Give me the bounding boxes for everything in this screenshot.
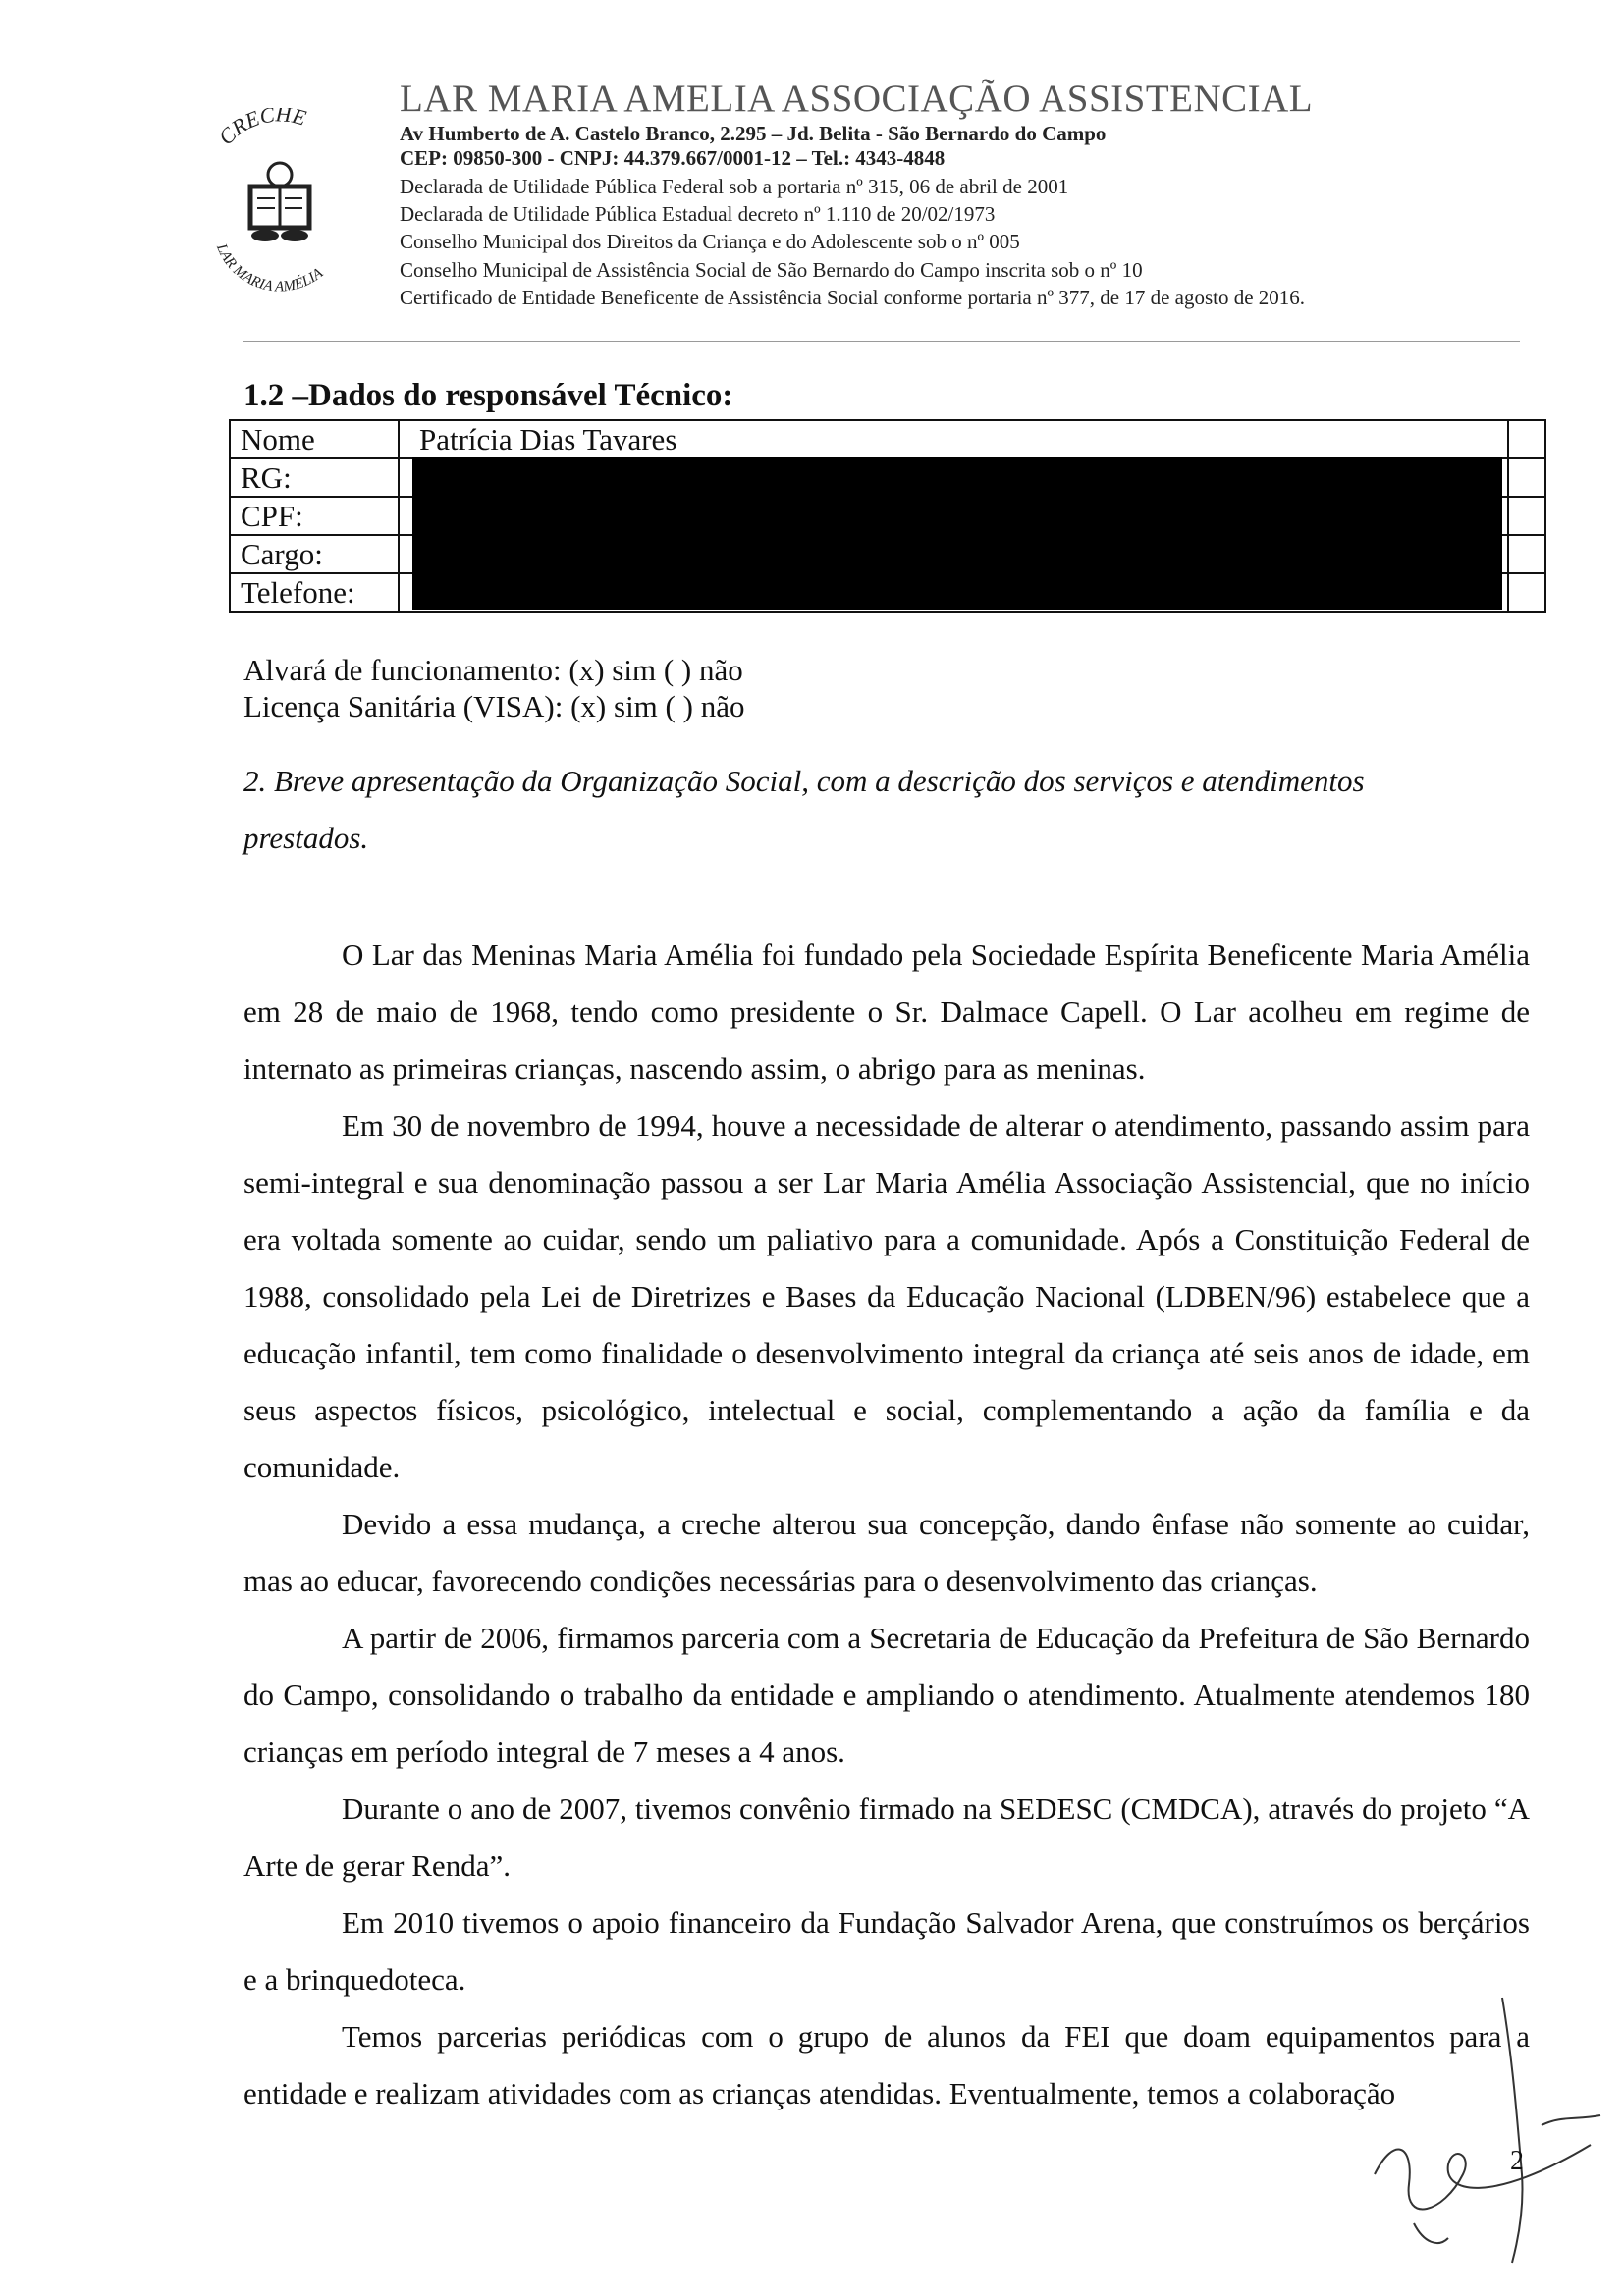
row-end-cell <box>1508 535 1545 573</box>
letterhead-line: Declarada de Utilidade Pública Estadual decreto nº 1.110 de 20/02/1973 <box>400 202 996 226</box>
paragraph: Em 30 de novembro de 1994, houve a necessidade de alterar o atendimento, passando assim para semi-integral e sua denominação passou a ser Lar Maria Amélia Associação Assistencial, que no início era voltada somente ao cuidar, sendo um paliativo para a comunidade. Após a Constituição Federal de 1988, consolidado pela Lei de Diretrizes e Bases da Educação Nacional (LDBEN/96) estabelece que a educação infantil, tem como finalidade o desenvolvimento integral da criança até seis anos de idade, em seus aspectos físicos, psicológico, intelectual e social, complementando a ação da família e da comunidade. <box>243 1108 1530 1484</box>
alvara-line: Alvará de funcionamento: (x) sim ( ) não <box>243 653 743 687</box>
letterhead-line: Certificado de Entidade Beneficente de Assistência Social conforme portaria nº 377, de 17 de agosto de 2016. <box>400 286 1306 309</box>
letterhead-line: Declarada de Utilidade Pública Federal sob a portaria nº 315, 06 de abril de 2001 <box>400 175 1069 198</box>
row-end-cell <box>1508 458 1545 497</box>
logo-text-top: CRECHE <box>213 108 309 150</box>
paragraph: A partir de 2006, firmamos parceria com a Secretaria de Educação da Prefeitura de São Bernardo do Campo, consolidando o trabalho da entidade e ampliando o atendimento. Atualmente atendemos 180 crianças em período integral de 7 meses a 4 anos. <box>243 1621 1530 1769</box>
redaction-block <box>412 457 1502 610</box>
paragraph: Temos parcerias periódicas com o grupo de alunos da FEI que doam equipamentos para a entidade e realizam atividades com as crianças atendidas. Eventualmente, temos a colaboração <box>243 2019 1530 2110</box>
page-number: 2 <box>1510 2146 1524 2176</box>
section-title: 1.2 –Dados do responsável Técnico: <box>243 378 733 413</box>
letterhead-line: Conselho Municipal dos Direitos da Criança e do Adolescente sob o nº 005 <box>400 230 1020 253</box>
organization-contact: CEP: 09850-300 - CNPJ: 44.379.667/0001-12 – Tel.: 4343-4848 <box>400 146 946 170</box>
paragraph: Devido a essa mudança, a creche alterou sua concepção, dando ênfase não somente ao cuidar, mas ao educar, favorecendo condições necessárias para o desenvolvimento das crianças. <box>243 1507 1530 1598</box>
section-2-heading-cont: prestados. <box>243 821 369 855</box>
row-value: Patrícia Dias Tavares <box>399 420 1508 458</box>
letterhead-line: Conselho Municipal de Assistência Social de São Bernardo do Campo inscrita sob o nº 10 <box>400 258 1143 282</box>
row-end-cell <box>1508 420 1545 458</box>
row-label: Cargo: <box>230 535 399 573</box>
paragraph: Durante o ano de 2007, tivemos convênio firmado na SEDESC (CMDCA), através do projeto “A Arte de gerar Renda”. <box>243 1791 1530 1883</box>
body-text <box>243 927 1530 2122</box>
visa-line: Licença Sanitária (VISA): (x) sim ( ) não <box>243 689 745 723</box>
row-label: CPF: <box>230 497 399 535</box>
organization-address: Av Humberto de A. Castelo Branco, 2.295 – Jd. Belita - São Bernardo do Campo <box>400 122 1107 145</box>
row-label: Nome <box>230 420 399 458</box>
creche-logo <box>196 108 363 294</box>
paragraph: O Lar das Meninas Maria Amélia foi fundado pela Sociedade Espírita Beneficente Maria Amélia em 28 de maio de 1968, tendo como presidente o Sr. Dalmace Capell. O Lar acolheu em regime de internato as primeiras crianças, nascendo assim, o abrigo para as meninas. <box>243 937 1530 1086</box>
letterhead-divider <box>243 341 1520 342</box>
paragraph: Em 2010 tivemos o apoio financeiro da Fundação Salvador Arena, que construímos os berçários e a brinquedoteca. <box>243 1905 1530 1997</box>
row-label: Telefone: <box>230 573 399 612</box>
organization-name: LAR MARIA AMELIA ASSOCIAÇÃO ASSISTENCIAL <box>400 78 1314 120</box>
section-2-heading: 2. Breve apresentação da Organização Social, com a descrição dos serviços e atendimentos <box>243 764 1365 798</box>
handwritten-signature <box>1355 1978 1610 2272</box>
row-end-cell <box>1508 573 1545 612</box>
row-end-cell <box>1508 497 1545 535</box>
logo-text-bottom: LAR MARIA AMÉLIA <box>213 241 326 294</box>
row-label: RG: <box>230 458 399 497</box>
table-row <box>230 420 1545 458</box>
